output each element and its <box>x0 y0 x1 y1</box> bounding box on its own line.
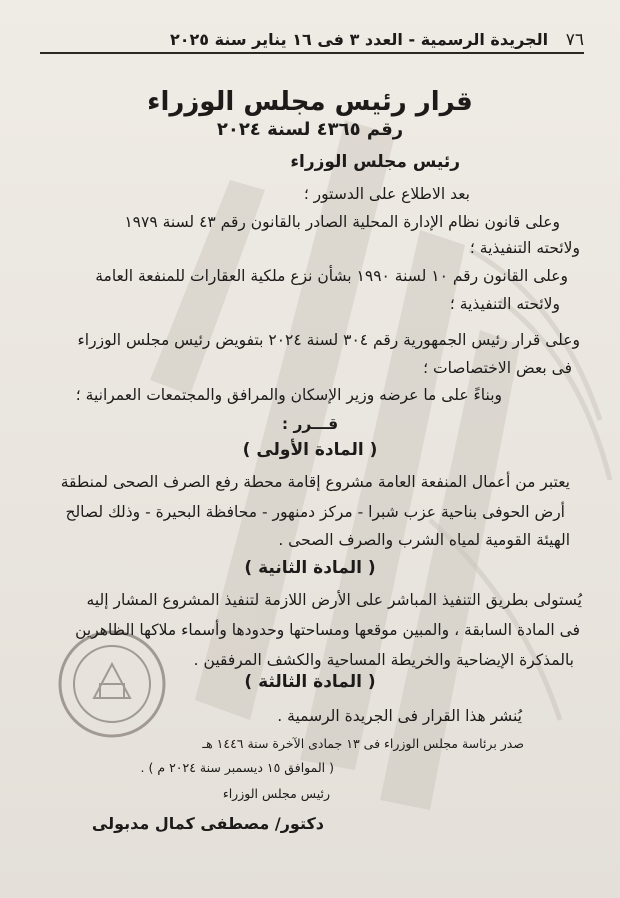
preamble-line: وعلى القانون رقم ١٠ لسنة ١٩٩٠ بشأن نزع ملكية العقارات للمنفعة العامة <box>95 267 568 285</box>
article-2-line: بالمذكرة الإيضاحية والخريطة المساحية والكشف المرفقين . <box>193 651 574 669</box>
signatory-role: رئيس مجلس الوزراء <box>222 786 330 801</box>
issue-date-gregorian: ( الموافق ١٥ ديسمبر سنة ٢٠٢٤ م ) . <box>140 760 334 775</box>
preamble-line: ولائحته التنفيذية ؛ <box>469 239 580 257</box>
article-1-line: يعتبر من أعمال المنفعة العامة مشروع إقامة محطة رفع الصرف الصحى لمنطقة <box>60 473 570 491</box>
preamble-line: وعلى قرار رئيس الجمهورية رقم ٣٠٤ لسنة ٢٠٢٤ بتفويض رئيس مجلس الوزراء <box>77 331 580 349</box>
page-number: ٧٦ <box>565 30 584 50</box>
article-1-heading: ( المادة الأولى ) <box>242 440 378 460</box>
signatory-name: دكتور/ مصطفى كمال مدبولى <box>91 814 324 833</box>
article-2-heading: ( المادة الثانية ) <box>244 558 376 578</box>
article-2-line: يُستولى بطريق التنفيذ المباشر على الأرض اللازمة لتنفيذ المشروع المشار إليه <box>86 591 582 609</box>
article-1-line: الهيئة القومية لمياه الشرب والصرف الصحى . <box>278 531 570 549</box>
issuer-heading: رئيس مجلس الوزراء <box>290 152 460 172</box>
decided-label: قـــرر : <box>281 415 339 433</box>
decree-title: قرار رئيس مجلس الوزراء <box>147 87 473 117</box>
article-2-line: فى المادة السابقة ، والمبين موقعها ومساحتها وحدودها وأسماء ملاكها الظاهرين <box>75 621 580 639</box>
article-1-line: أرض الحوفى بناحية عزب شبرا - مركز دمنهور - محافظة البحيرة - وذلك لصالح <box>65 503 565 521</box>
preamble-line: وبناءً على ما عرضه وزير الإسكان والمرافق والمجتمعات العمرانية ؛ <box>75 386 502 404</box>
preamble-line: بعد الاطلاع على الدستور ؛ <box>303 185 470 203</box>
gazette-issue-line: الجريدة الرسمية - العدد ٣ فى ١٦ يناير سنة ٢٠٢٥ <box>170 30 549 49</box>
page-header <box>40 28 584 54</box>
preamble-line: وعلى قانون نظام الإدارة المحلية الصادر بالقانون رقم ٤٣ لسنة ١٩٧٩ <box>124 213 560 231</box>
issue-date-hijri: صدر برئاسة مجلس الوزراء فى ١٣ جمادى الآخرة سنة ١٤٤٦ هـ <box>202 736 524 751</box>
article-3-heading: ( المادة الثالثة ) <box>244 672 376 692</box>
preamble-line: ولائحته التنفيذية ؛ <box>449 295 560 313</box>
decree-number: رقم ٤٣٦٥ لسنة ٢٠٢٤ <box>216 119 404 140</box>
article-3-line: يُنشر هذا القرار فى الجريدة الرسمية . <box>277 707 522 725</box>
preamble-line: فى بعض الاختصاصات ؛ <box>423 359 572 377</box>
